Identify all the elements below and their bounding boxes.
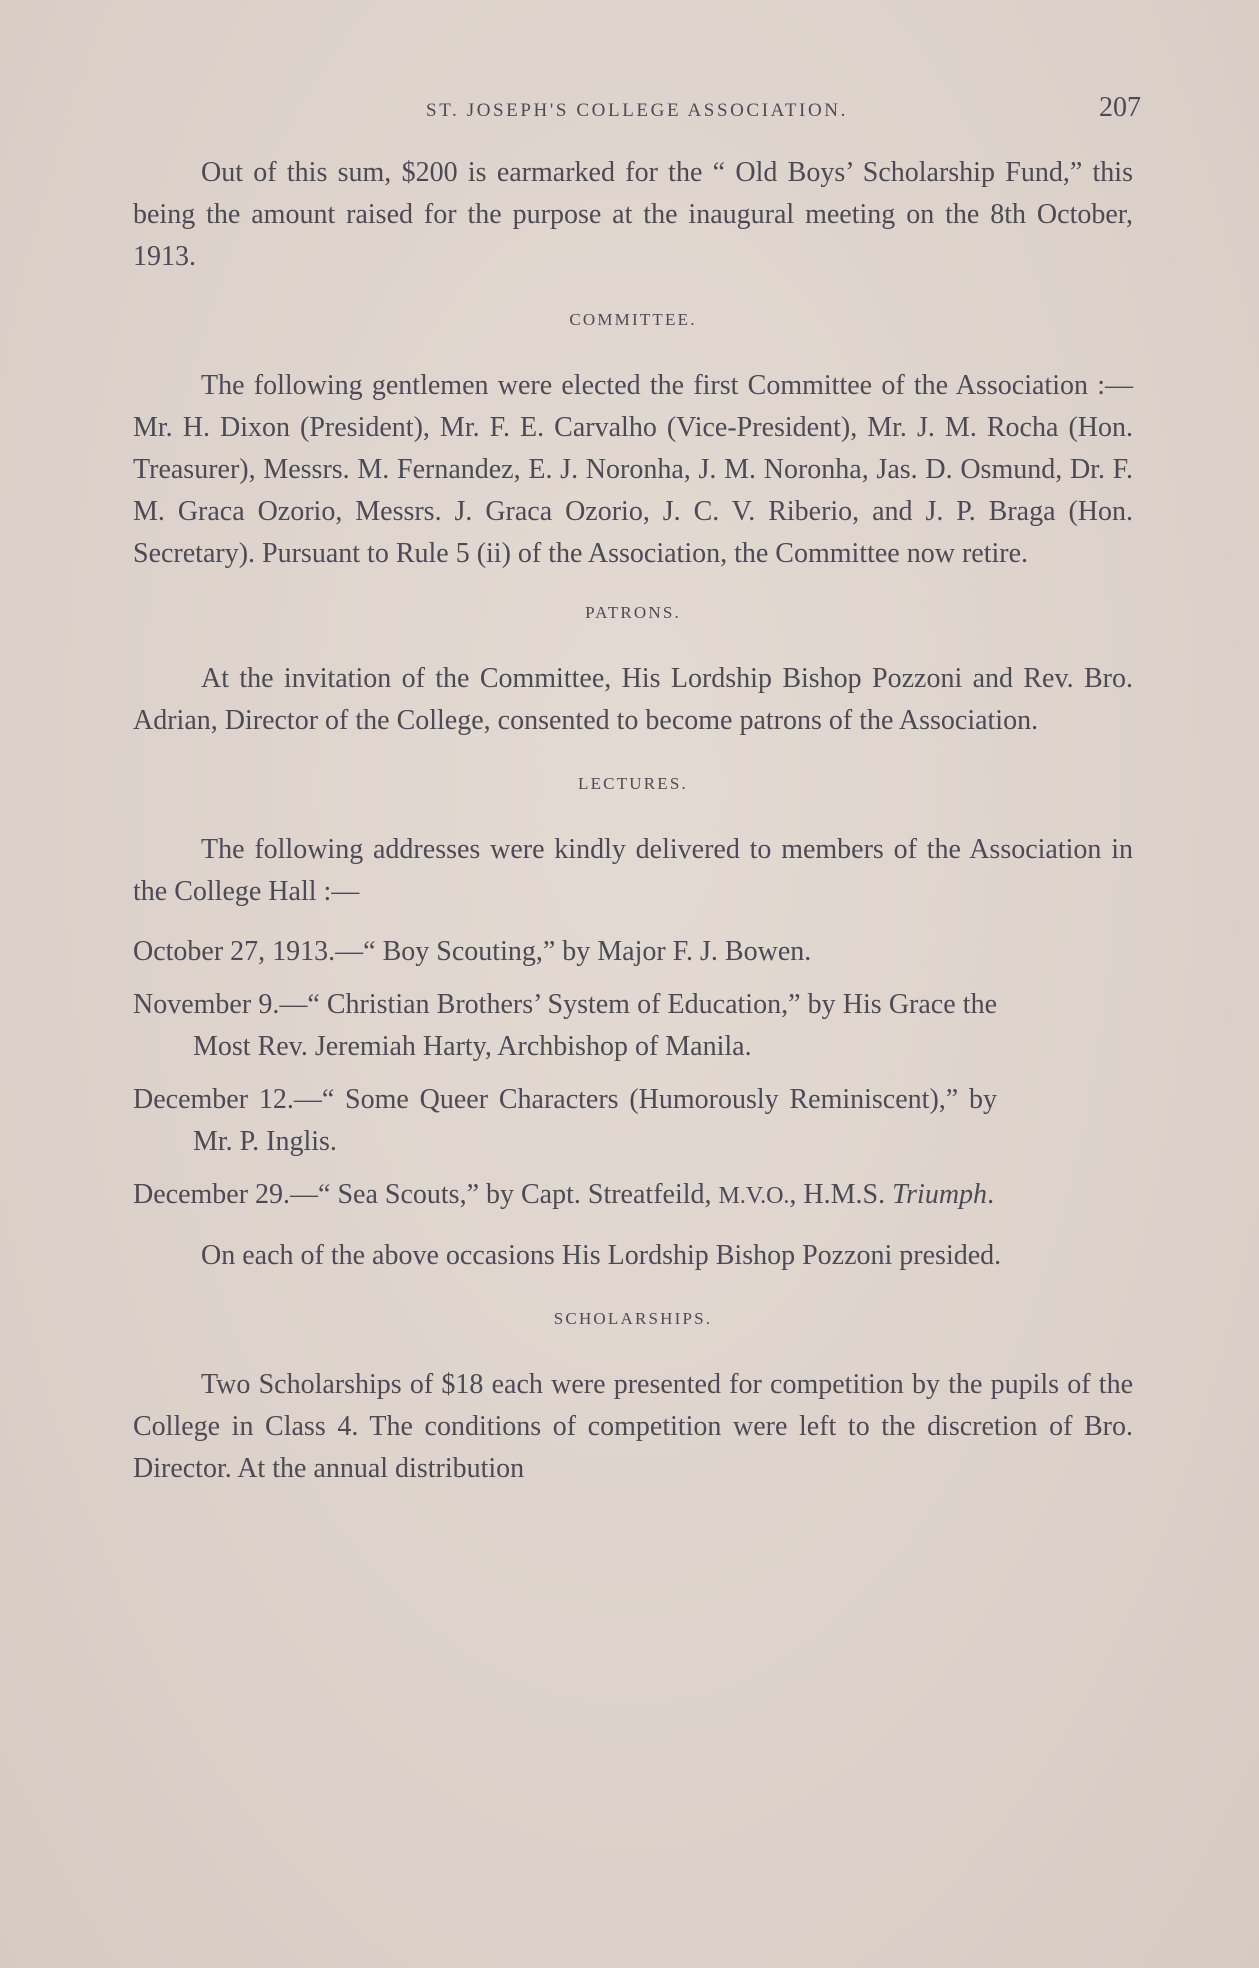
lecture-text: .: [987, 1179, 995, 1210]
lectures-closing: On each of the above occasions His Lordship Bishop Pozzoni presided.: [201, 1240, 1002, 1271]
running-title: ST. JOSEPH'S COLLEGE ASSOCIATION.: [426, 100, 848, 121]
lecture-text: , H.M.S.: [789, 1179, 893, 1210]
lecture-entry: October 27, 1913.—“ Boy Scouting,” by Major F. J. Bowen.: [133, 936, 812, 967]
intro-paragraph: Out of this sum, $200 is earmarked for the “ Old Boys’ Scholarship Fund,” this being the amount raised for the purpose at the inaugural meeting on the 8th October, 1913.: [133, 157, 1133, 272]
committee-paragraph: The following gentlemen were elected the first Committee of the Association :—Mr. H. Dixon (President), Mr. F. E. Carvalho (Vice-President), Mr. J. M. Rocha (Hon. Treasurer), Messrs. M. Fernandez, E. J. Noronha, J. M. Noronha, Jas. D. Osmund, Dr. F. M. Graca Ozorio, Messrs. J. Graca Ozorio, J. C. V. Riberio, and J. P. Braga (Hon. Secretary). Pursuant to Rule 5 (ii) of the Association, the Committee now retire.: [133, 370, 1133, 569]
lecture-entry: [133, 1174, 997, 1217]
committee-heading: COMMITTEE.: [569, 310, 697, 329]
ship-name: Triumph: [892, 1179, 988, 1210]
page-body: [133, 152, 1133, 1490]
scholarships-paragraph: Two Scholarships of $18 each were presented for competition by the pupils of the College in Class 4. The conditions of competition were left to the discretion of Bro. Director. At the annual distribution: [133, 1369, 1133, 1484]
lecture-text: December 29.—“ Sea Scouts,” by Capt. Streatfeild,: [133, 1179, 719, 1210]
page-number: 207: [1099, 92, 1141, 123]
scholarships-heading: SCHOLARSHIPS.: [553, 1309, 713, 1328]
patrons-heading: PATRONS.: [585, 603, 681, 622]
patrons-paragraph: At the invitation of the Committee, His Lordship Bishop Pozzoni and Rev. Bro. Adrian, Director of the College, consented to become patrons of the Association.: [133, 663, 1133, 736]
lectures-heading: LECTURES.: [578, 774, 688, 793]
lecture-entry: November 9.—“ Christian Brothers’ System of Education,” by His Grace the Most Rev. Jeremiah Harty, Archbishop of Manila.: [133, 989, 997, 1062]
honours: M.V.O.: [718, 1183, 790, 1209]
running-header: [133, 92, 1141, 132]
lectures-intro: The following addresses were kindly delivered to members of the Association in the College Hall :—: [133, 834, 1133, 907]
lecture-entry: December 12.—“ Some Queer Characters (Humorously Reminiscent),” by Mr. P. Inglis.: [133, 1084, 997, 1157]
lecture-list: [133, 931, 1133, 1217]
